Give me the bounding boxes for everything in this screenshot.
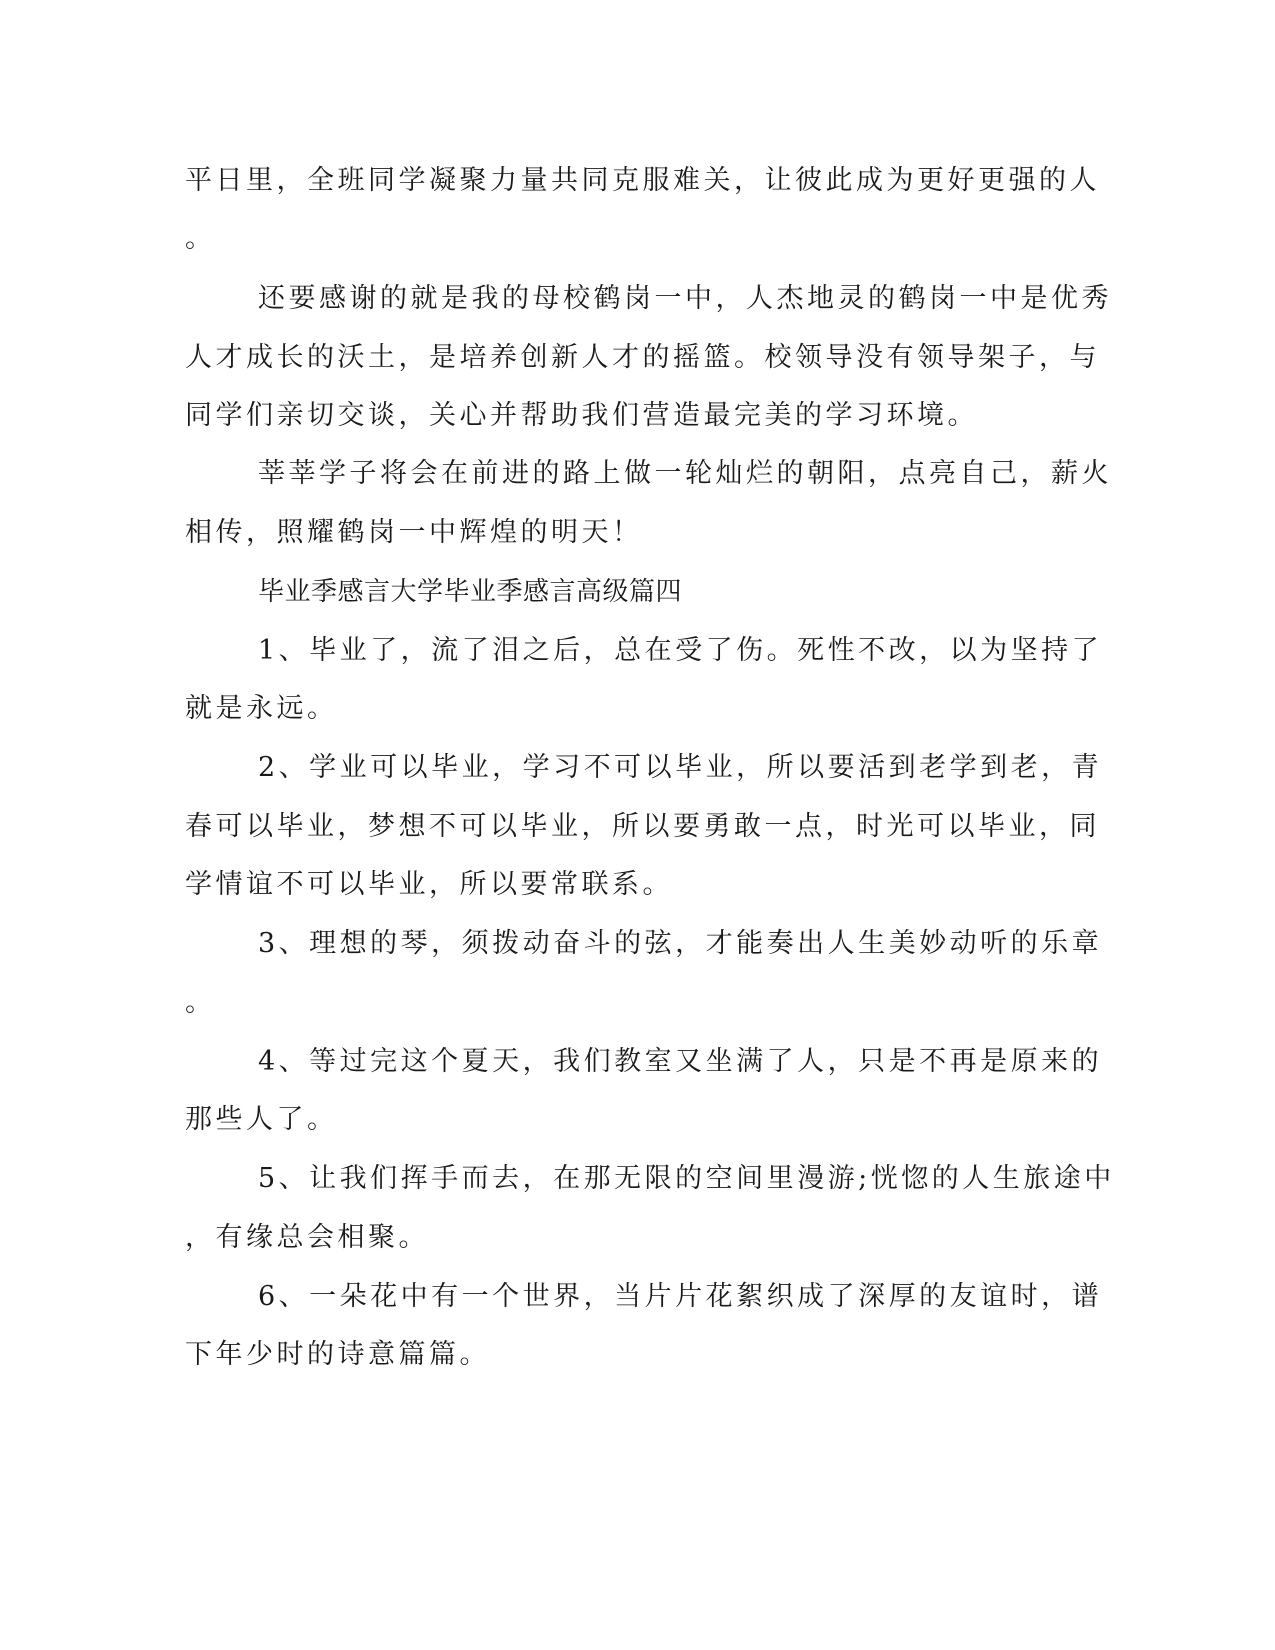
section-heading: 毕业季感言大学毕业季感言高级篇四 bbox=[258, 577, 683, 607]
paragraph-line: 莘莘学子将会在前进的路上做一轮灿烂的朝阳，点亮自己，薪火 bbox=[258, 458, 1112, 489]
paragraph-line: 。 bbox=[185, 223, 216, 254]
list-item-line: 4、等过完这个夏天，我们教室又坐满了人，只是不再是原来的 bbox=[258, 1046, 1103, 1077]
list-item-line: ，有缘总会相聚。 bbox=[185, 1222, 429, 1253]
list-item-line: 。 bbox=[185, 987, 216, 1018]
list-item-line: 6、一朵花中有一个世界，当片片花絮织成了深厚的友谊时，谱 bbox=[258, 1281, 1103, 1312]
paragraph-line: 人才成长的沃土，是培养创新人才的摇篮。校领导没有领导架子，与 bbox=[185, 342, 1100, 373]
paragraph-line: 相传，照耀鹤岗一中辉煌的明天！ bbox=[185, 517, 643, 548]
paragraph-line: 还要感谢的就是我的母校鹤岗一中，人杰地灵的鹤岗一中是优秀 bbox=[258, 283, 1112, 314]
list-item-line: 5、让我们挥手而去，在那无限的空间里漫游;恍惚的人生旅途中 bbox=[258, 1163, 1115, 1194]
paragraph-line: 平日里，全班同学凝聚力量共同克服难关，让彼此成为更好更强的人 bbox=[185, 165, 1100, 196]
list-item-line: 3、理想的琴，须拨动奋斗的弦，才能奏出人生美妙动听的乐章 bbox=[258, 928, 1103, 959]
list-item-line: 下年少时的诗意篇篇。 bbox=[185, 1339, 490, 1370]
paragraph-line: 同学们亲切交谈，关心并帮助我们营造最完美的学习环境。 bbox=[185, 400, 978, 431]
list-item-line: 那些人了。 bbox=[185, 1104, 338, 1135]
list-item-line: 1、毕业了，流了泪之后，总在受了伤。死性不改，以为坚持了 bbox=[258, 635, 1103, 666]
list-item-line: 就是永远。 bbox=[185, 693, 338, 724]
list-item-line: 春可以毕业，梦想不可以毕业，所以要勇敢一点，时光可以毕业，同 bbox=[185, 811, 1100, 842]
list-item-line: 学情谊不可以毕业，所以要常联系。 bbox=[185, 869, 673, 900]
list-item-line: 2、学业可以毕业，学习不可以毕业，所以要活到老学到老，青 bbox=[258, 752, 1103, 783]
